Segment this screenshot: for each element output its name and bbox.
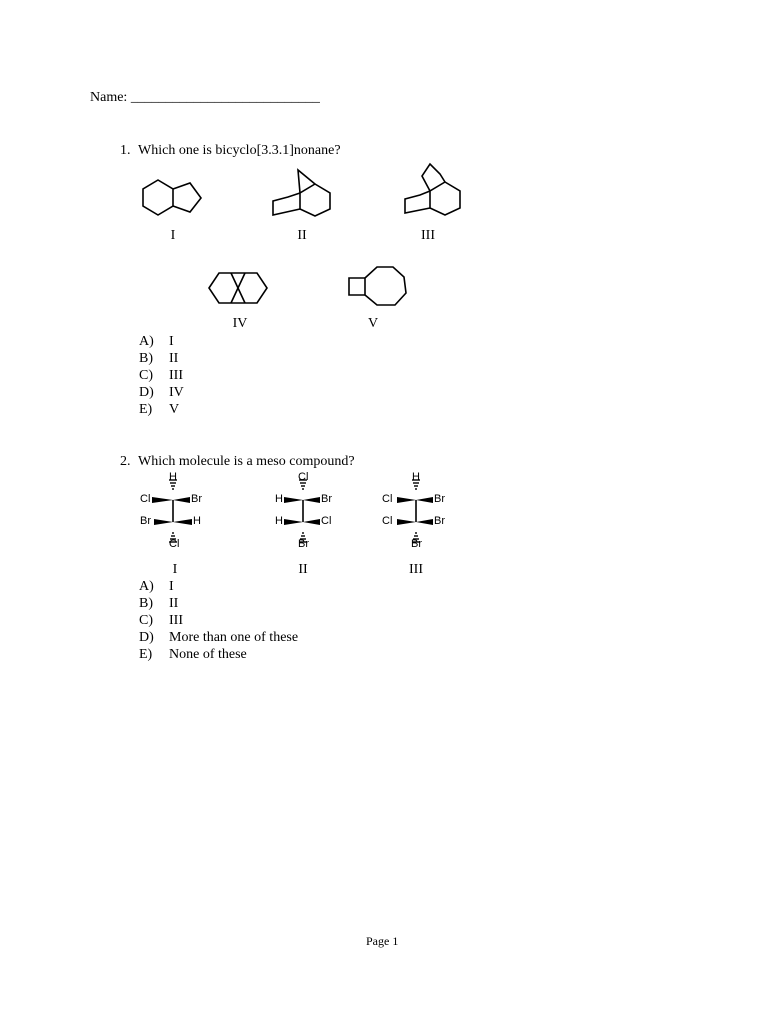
- q2-i-top: H: [169, 471, 177, 483]
- q2-iii-bottom: Br: [411, 538, 422, 550]
- choice-text: More than one of these: [169, 630, 299, 645]
- choice-text: I: [169, 579, 174, 594]
- q2-i-upper-left: Cl: [140, 493, 151, 505]
- choice-letter: D): [139, 385, 154, 400]
- q2-i-lower-right: H: [193, 515, 201, 527]
- name-line: ___________________________: [130, 90, 320, 105]
- q2-iii-lower-right: Br: [434, 515, 445, 527]
- question-1-choices: [139, 333, 184, 418]
- choice-text: II: [169, 596, 179, 611]
- question-1-number: 1.: [120, 143, 131, 158]
- q2-ii-upper-right: Br: [321, 493, 332, 505]
- question-1-prompt: [120, 143, 341, 159]
- q2-choice-d[interactable]: [139, 629, 298, 646]
- q2-structure-iii: [381, 470, 461, 555]
- question-1-text: Which one is bicyclo[3.3.1]nonane?: [138, 143, 341, 158]
- question-2-text: Which molecule is a meso compound?: [138, 454, 355, 469]
- choice-text: I: [169, 334, 174, 349]
- name-label: Name:: [90, 90, 128, 105]
- q2-label-iii: III: [409, 562, 423, 577]
- q2-ii-bottom: Br: [298, 538, 309, 550]
- q2-choice-b[interactable]: [139, 595, 298, 612]
- choice-letter: A): [139, 334, 154, 349]
- q2-iii-upper-left: Cl: [382, 493, 393, 505]
- q1-choice-a[interactable]: [139, 333, 184, 350]
- q1-label-iii: III: [421, 228, 435, 243]
- q2-iii-top: H: [412, 471, 420, 483]
- choice-text: IV: [169, 385, 184, 400]
- q2-iii-upper-right: Br: [434, 493, 445, 505]
- choice-letter: C): [139, 368, 153, 383]
- choice-text: V: [169, 402, 180, 417]
- q2-iii-lower-left: Cl: [382, 515, 393, 527]
- q2-ii-top: Cl: [298, 471, 309, 483]
- q1-structure-ii: [268, 165, 348, 225]
- choice-letter: A): [139, 579, 154, 594]
- name-field: [90, 90, 320, 106]
- q2-ii-lower-right: Cl: [321, 515, 332, 527]
- q1-structure-iii: [400, 160, 480, 220]
- q2-structure-i: [138, 470, 218, 555]
- choice-letter: E): [139, 402, 153, 417]
- q2-choice-a[interactable]: [139, 578, 298, 595]
- choice-letter: B): [139, 351, 153, 366]
- q1-structure-v: [343, 262, 423, 322]
- q2-label-ii: II: [298, 562, 308, 577]
- question-2-number: 2.: [120, 454, 131, 469]
- q2-ii-upper-left: H: [275, 493, 283, 505]
- q2-i-bottom: Cl: [169, 538, 180, 550]
- q2-choice-c[interactable]: [139, 612, 298, 629]
- question-2-prompt: [120, 454, 355, 470]
- choice-letter: C): [139, 613, 153, 628]
- choice-text: III: [169, 613, 183, 628]
- q1-label-v: V: [367, 316, 379, 331]
- q1-choice-b[interactable]: [139, 350, 184, 367]
- choice-text: None of these: [169, 647, 247, 662]
- q1-structure-i: [138, 170, 218, 230]
- q1-label-iv: IV: [232, 316, 248, 331]
- q1-choice-e[interactable]: [139, 401, 184, 418]
- choice-letter: D): [139, 630, 154, 645]
- question-2-choices: [139, 578, 298, 663]
- q2-ii-lower-left: H: [275, 515, 283, 527]
- q1-label-i: I: [170, 228, 176, 243]
- q2-structure-ii: [268, 470, 348, 555]
- choice-letter: E): [139, 647, 153, 662]
- page-number: Page 1: [366, 934, 399, 948]
- choice-text: II: [169, 351, 179, 366]
- choice-letter: B): [139, 596, 153, 611]
- q1-structure-iv: [205, 268, 285, 318]
- q1-choice-c[interactable]: [139, 367, 184, 384]
- choice-text: III: [169, 368, 183, 383]
- q2-label-i: I: [172, 562, 178, 577]
- q1-choice-d[interactable]: [139, 384, 184, 401]
- q2-i-upper-right: Br: [191, 493, 202, 505]
- q2-choice-e[interactable]: [139, 646, 298, 663]
- q2-i-lower-left: Br: [140, 515, 151, 527]
- q1-label-ii: II: [297, 228, 307, 243]
